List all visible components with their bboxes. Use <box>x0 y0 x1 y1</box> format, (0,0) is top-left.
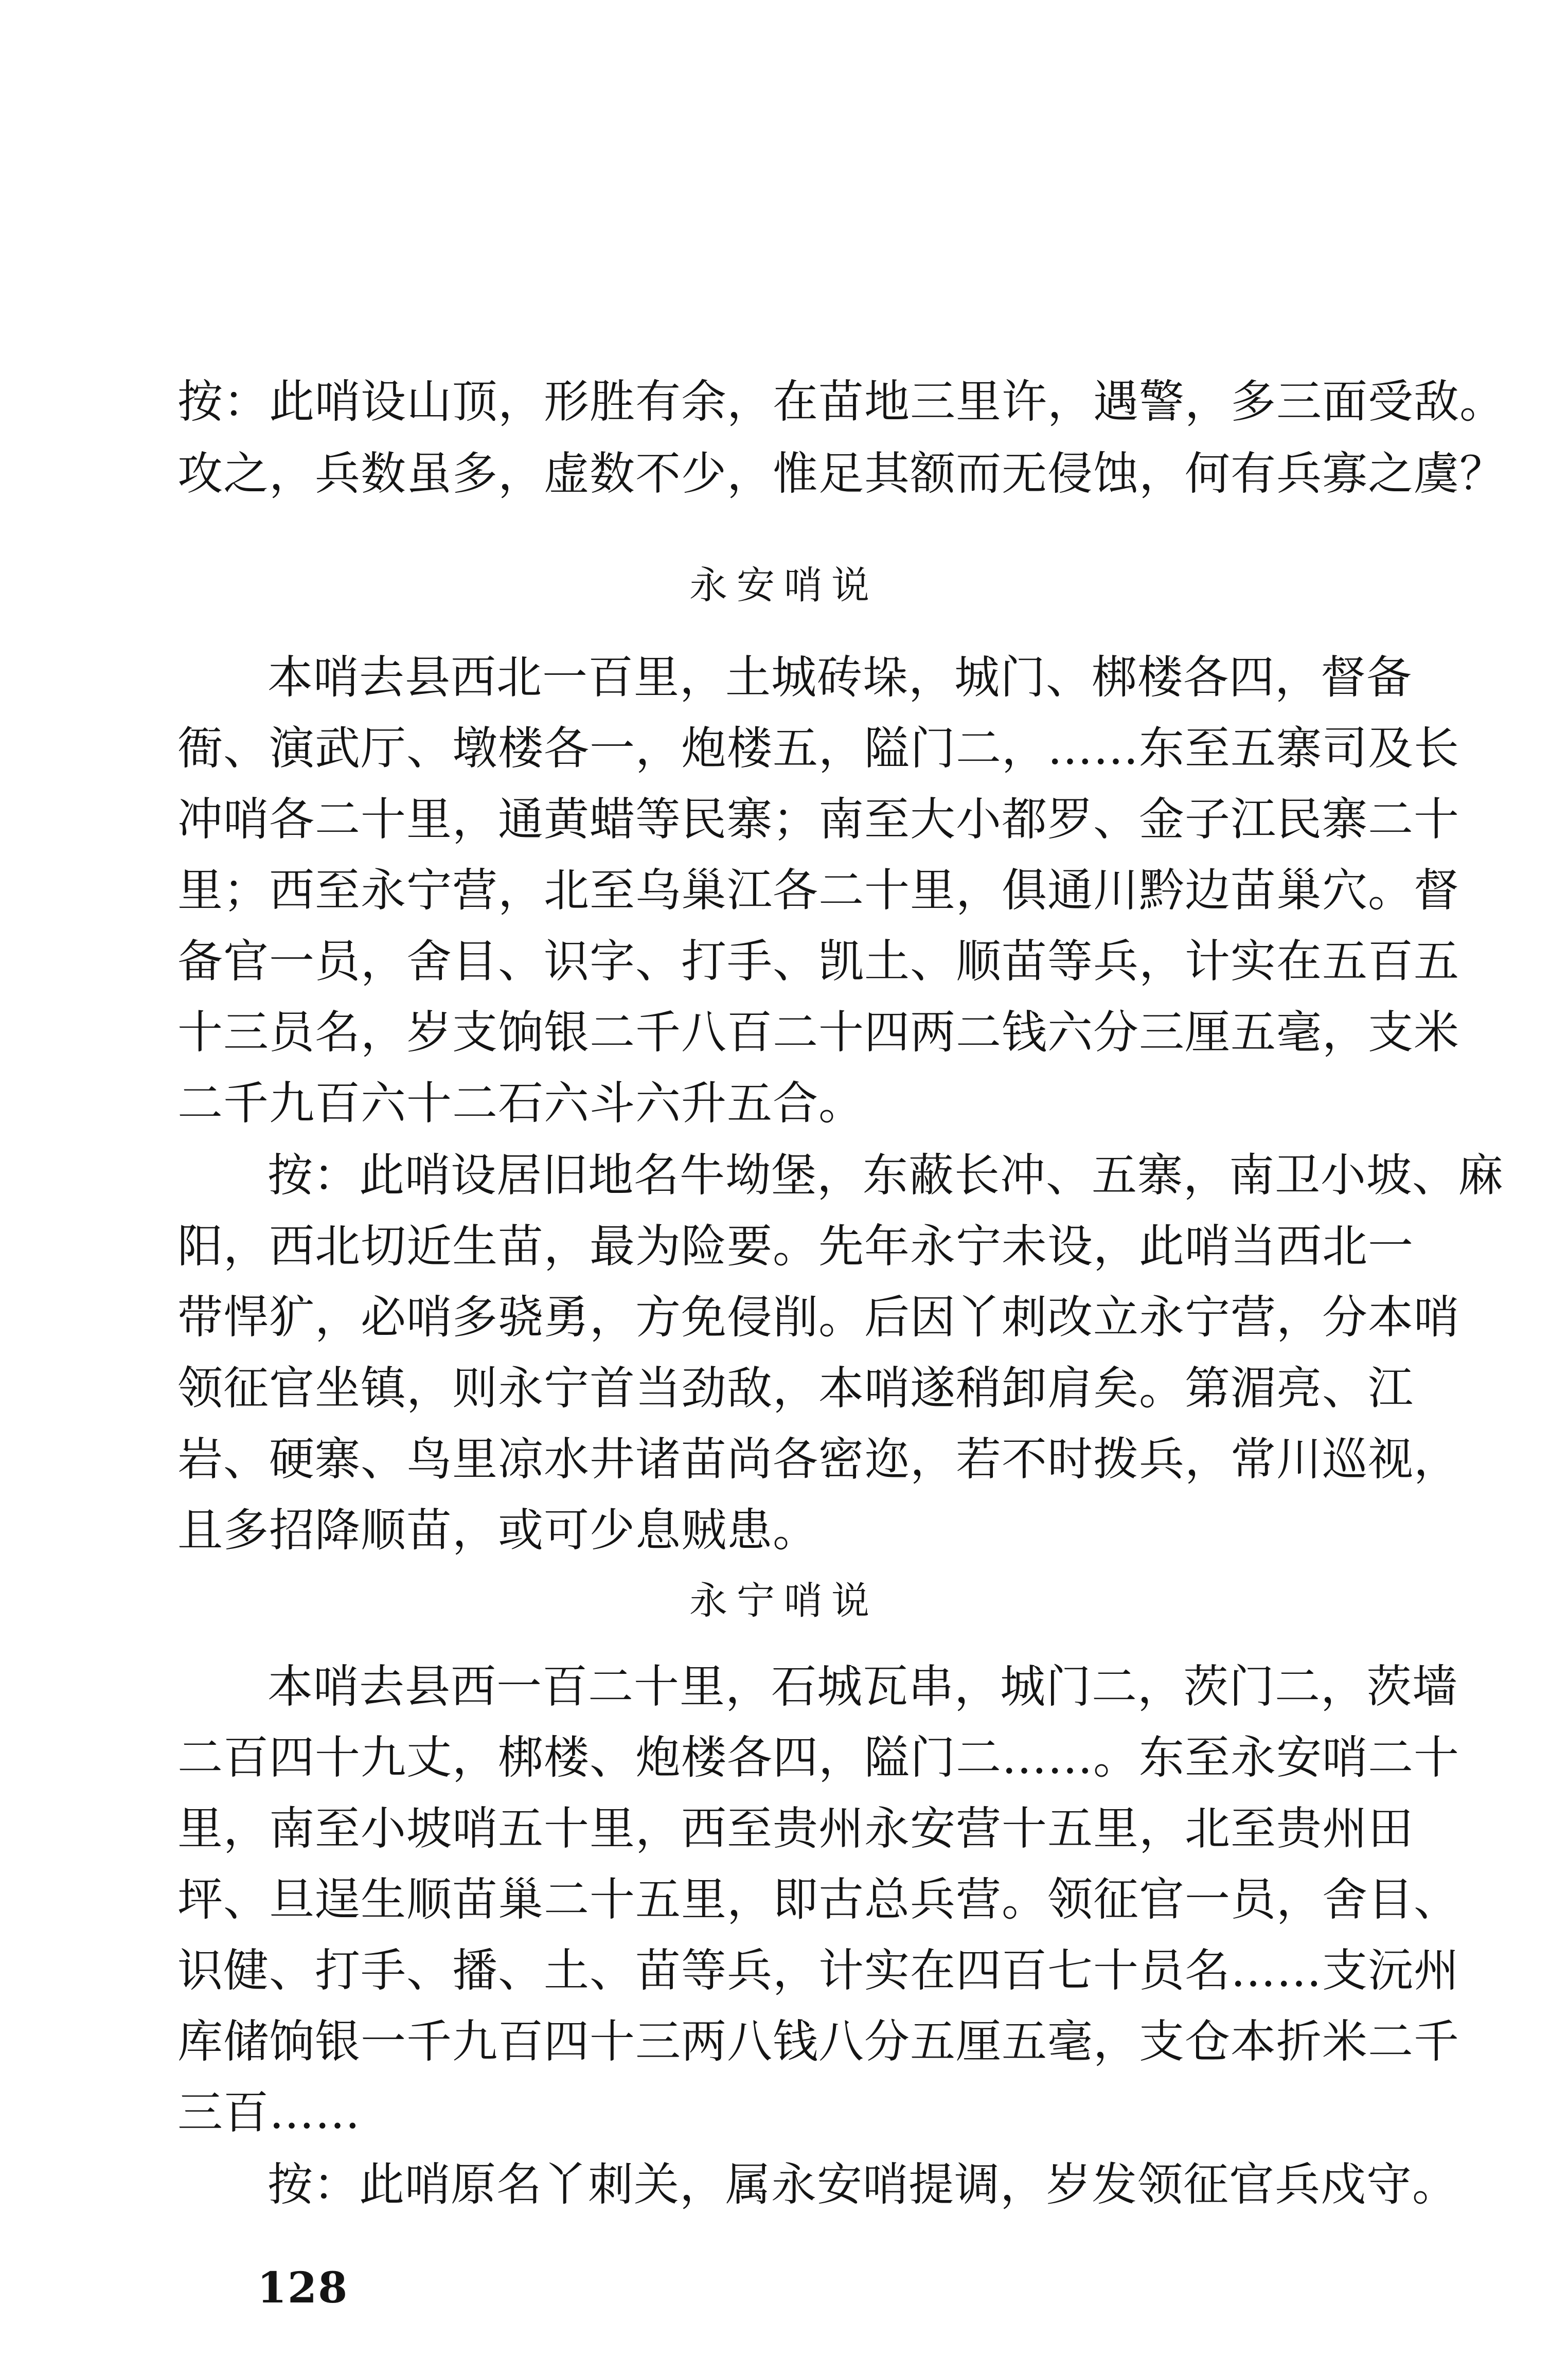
section-heading-yongan: 永安哨说 <box>689 563 879 608</box>
yongan-body-line-2: 衙、演武厅、墩楼各一，炮楼五，隘门二，……东至五寨司及长 <box>177 722 1460 775</box>
yongan-body-line-3: 冲哨各二十里，通黄蜡等民寨；南至大小都罗、金子江民寨二十 <box>177 793 1460 846</box>
intro-note-line-2: 攻之，兵数虽多，虚数不少，惟足其额而无侵蚀，何有兵寡之虞？ <box>177 447 1506 500</box>
yongan-note-line-5: 岩、硬寨、鸟里凉水井诸苗尚各密迩，若不时拨兵，常川巡视， <box>177 1433 1460 1486</box>
yongan-body-line-6: 十三员名，岁支饷银二千八百二十四两二钱六分三厘五毫，支米 <box>177 1006 1460 1059</box>
yongan-body-line-4: 里；西至永宁营，北至乌巢江各二十里，俱通川黔边苗巢穴。督 <box>177 864 1460 917</box>
yongning-body-line-1: 本哨去县西一百二十里，石城瓦串，城门二，茨门二，茨墙 <box>268 1660 1458 1713</box>
yongan-body-line-5: 备官一员，舍目、识字、打手、凯土、顺苗等兵，计实在五百五 <box>177 935 1460 988</box>
yongan-note-line-2: 阳，西北切近生苗，最为险要。先年永宁未设，此哨当西北一 <box>177 1220 1414 1273</box>
yongning-body-line-3: 里，南至小坡哨五十里，西至贵州永安营十五里，北至贵州田 <box>177 1802 1414 1855</box>
yongning-body-line-2: 二百四十九丈，梆楼、炮楼各四，隘门二……。东至永安哨二十 <box>177 1731 1460 1784</box>
yongning-body-line-4: 坪、旦逞生顺苗巢二十五里，即古总兵营。领征官一员，舍目、 <box>177 1873 1460 1926</box>
yongan-note-line-1: 按：此哨设居旧地名牛坳堡，东蔽长冲、五寨，南卫小坡、麻 <box>268 1149 1504 1202</box>
yongan-body-line-7: 二千九百六十二石六斗六升五合。 <box>177 1077 865 1130</box>
yongning-body-line-5: 识健、打手、播、土、苗等兵，计实在四百七十员名……支沅州 <box>177 1944 1460 1997</box>
yongning-body-line-7: 三百…… <box>177 2086 361 2139</box>
yongan-body-line-1: 本哨去县西北一百里，土城砖垛，城门、梆楼各四，督备 <box>268 651 1413 704</box>
page-number: 128 <box>257 2263 349 2313</box>
intro-note-line-1: 按：此哨设山顶，形胜有余，在苗地三里许，遇警，多三面受敌。 <box>177 375 1506 428</box>
yongan-note-line-6: 且多招降顺苗，或可少息贼患。 <box>177 1504 819 1557</box>
yongning-note-line-1: 按：此哨原名丫刺关，属永安哨提调，岁发领征官兵戍守。 <box>268 2158 1458 2211</box>
section-heading-yongning: 永宁哨说 <box>689 1579 879 1623</box>
yongan-note-line-3: 带悍犷，必哨多骁勇，方免侵削。后因丫刺改立永宁营，分本哨 <box>177 1291 1460 1344</box>
yongan-note-line-4: 领征官坐镇，则永宁首当劲敌，本哨遂稍卸肩矣。第湄亮、江 <box>177 1362 1414 1415</box>
yongning-body-line-6: 库储饷银一千九百四十三两八钱八分五厘五毫，支仓本折米二千 <box>177 2015 1460 2068</box>
